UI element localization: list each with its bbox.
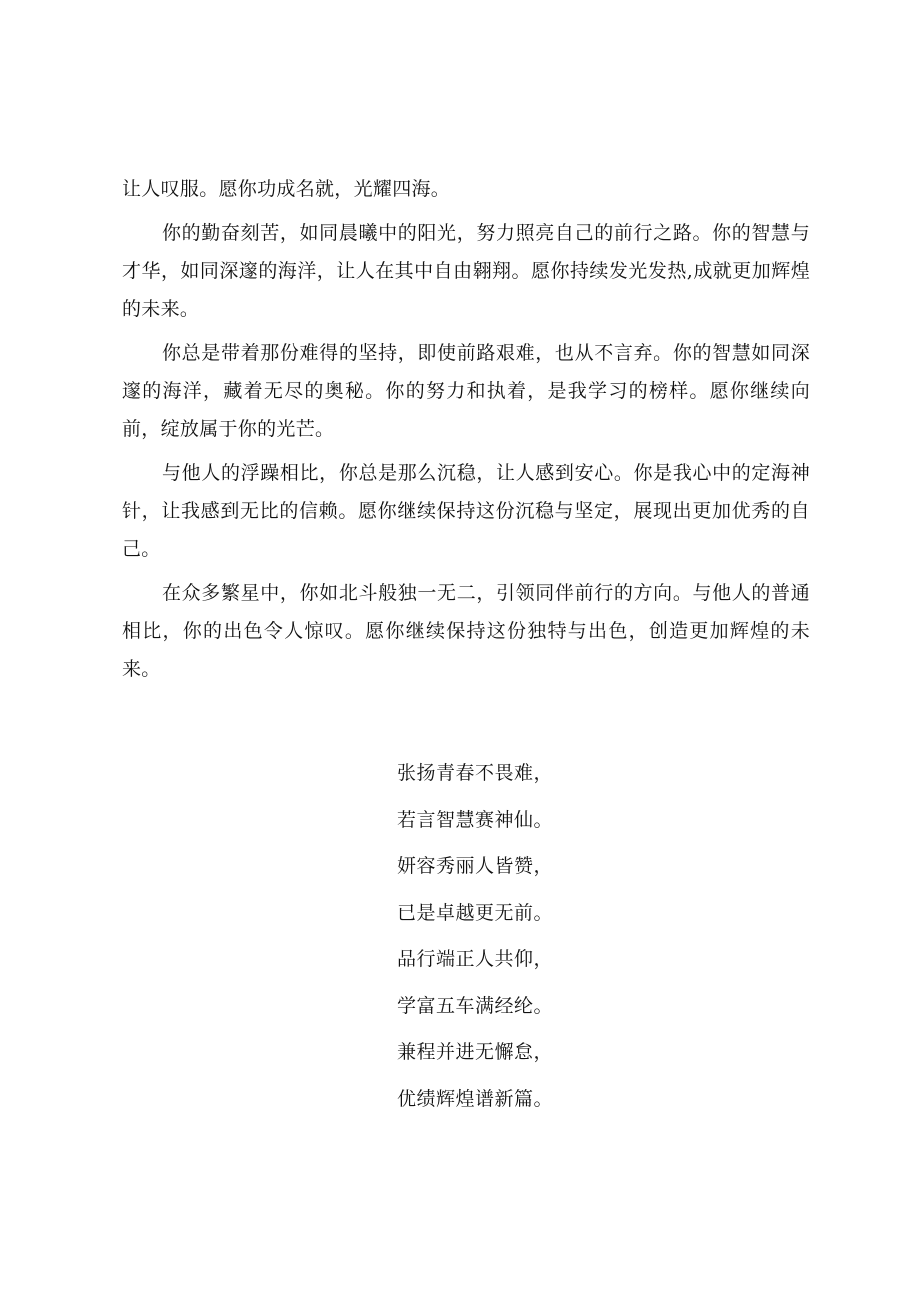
paragraph: 你的勤奋刻苦，如同晨曦中的阳光，努力照亮自己的前行之路。你的智慧与才华，如同深邃的海洋，让人在其中自由翱翔。愿你持续发光发热,成就更加辉煌的未来。 [122,222,810,320]
poem-line: 品行端正人共仰， [397,948,554,970]
poem-line: 已是卓越更无前。 [397,901,554,924]
poem [397,750,597,1122]
paragraph-continuation: 让人叹服。愿你功成名就，光耀四海。 [122,178,451,200]
poem-line: 优绩辉煌谱新篇。 [397,1087,554,1110]
paragraph: 你总是带着那份难得的坚持，即使前路艰难，也从不言弃。你的智慧如同深邃的海洋，藏着无尽的奥秘。你的努力和执着，是我学习的榜样。愿你继续向前，绽放属于你的光芒。 [122,342,810,440]
poem-line: 妍容秀丽人皆赞， [397,855,554,877]
poem-line: 兼程并进无懈怠， [397,1041,554,1063]
poem-line: 张扬青春不畏难， [397,762,554,784]
poem-line: 学富五车满经纶。 [397,994,554,1017]
paragraph: 在众多繁星中，你如北斗般独一无二，引领同伴前行的方向。与他人的普通相比，你的出色令人惊叹。愿你继续保持这份独特与出色，创造更加辉煌的未来。 [122,582,810,680]
paragraph: 与他人的浮躁相比，你总是那么沉稳，让人感到安心。你是我心中的定海神针，让我感到无比的信赖。愿你继续保持这份沉稳与坚定，展现出更加优秀的自己。 [122,462,810,560]
prose-body [122,170,810,688]
poem-line: 若言智慧赛神仙。 [397,808,554,831]
